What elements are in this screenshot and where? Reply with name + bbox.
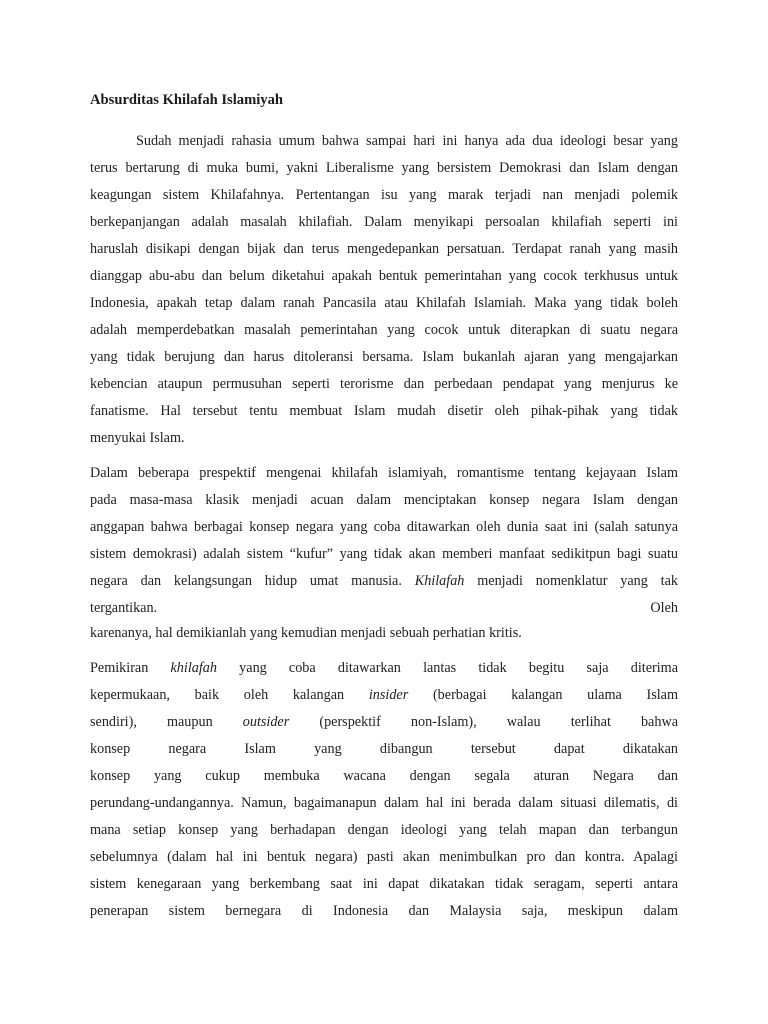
paragraph-3-line: mana setiap konsep yang berhadapan dengan ideologi yang telah mapan dan terbangun (90, 822, 678, 838)
paragraph-1-line: kebencian ataupun permusuhan seperti terorisme dan perbedaan pendapat yang menjurus ke (90, 376, 678, 392)
paragraph-1-line: fanatisme. Hal tersebut tentu membuat Islam mudah disetir oleh pihak-pihak yang tidak (90, 403, 678, 419)
paragraph-3-line (90, 712, 678, 732)
text-run: Oleh (650, 600, 678, 616)
paragraph-1-line: haruslah disikapi dengan bijak dan terus mengedepankan persatuan. Terdapat ranah yang masih (90, 241, 678, 257)
text-run: (perspektif non-Islam), walau terlihat bahwa (319, 714, 678, 730)
text-run: tergantikan. (90, 600, 158, 616)
paragraph-1-line: berkepanjangan adalah masalah khilafiah. Dalam menyikapi persoalan khilafiah seperti ini (90, 214, 678, 230)
paragraph-2-line: karenanya, hal demikianlah yang kemudian menjadi sebuah perhatian kritis. (90, 625, 522, 641)
text-run: sendiri), maupun (90, 714, 213, 730)
paragraph-2-line (90, 571, 678, 591)
text-run: kepermukaan, baik oleh kalangan (90, 687, 345, 703)
paragraph-1-line: menyukai Islam. (90, 430, 185, 446)
paragraph-2-line: sistem demokrasi) adalah sistem “kufur” yang tidak akan memberi manfaat sedikitpun bagi suatu (90, 546, 678, 562)
paragraph-3-line (90, 685, 678, 705)
paragraph-3-line: sebelumnya (dalam hal ini bentuk negara) pasti akan menimbulkan pro dan kontra. Apalagi (90, 849, 678, 865)
paragraph-1-line: terus bertarung di muka bumi, yakni Liberalisme yang bersistem Demokrasi dan Islam dengan (90, 160, 678, 176)
paragraph-1-line: adalah memperdebatkan masalah pemerintahan yang cocok untuk diterapkan di suatu negara (90, 322, 678, 338)
paragraph-3-line: sistem kenegaraan yang berkembang saat ini dapat dikatakan tidak seragam, seperti antara (90, 876, 678, 892)
text-run: menjadi nomenklatur yang tak (477, 573, 678, 589)
document-title: Absurditas Khilafah Islamiyah (90, 92, 284, 108)
italic-term: insider (368, 687, 409, 703)
text-run: Pemikiran (90, 660, 149, 676)
paragraph-3-line: perundang-undangannya. Namun, bagaimanapun dalam hal ini berada dalam situasi dilematis, di (90, 795, 678, 811)
text-run: negara dan kelangsungan hidup umat manusia. (90, 573, 402, 589)
paragraph-1-line: yang tidak berujung dan harus ditoleransi bersama. Islam bukanlah ajaran yang mengajarkan (90, 349, 678, 365)
italic-term: khilafah (170, 660, 217, 676)
italic-term: Khilafah (414, 573, 465, 589)
paragraph-2-line: anggapan bahwa berbagai konsep negara yang coba ditawarkan oleh dunia saat ini (salah satunya (90, 519, 678, 535)
text-run: (berbagai kalangan ulama Islam (432, 687, 678, 703)
paragraph-1-line: Sudah menjadi rahasia umum bahwa sampai hari ini hanya ada dua ideologi besar yang (136, 133, 678, 149)
paragraph-2-line (90, 598, 678, 618)
paragraph-1-line: keagungan sistem Khilafahnya. Pertentangan isu yang marak terjadi nan menjadi polemik (90, 187, 678, 203)
paragraph-3-line: penerapan sistem bernegara di Indonesia dan Malaysia saja, meskipun dalam (90, 903, 678, 919)
italic-term: outsider (242, 714, 290, 730)
paragraph-2-line: Dalam beberapa prespektif mengenai khilafah islamiyah, romantisme tentang kejayaan Islam (90, 465, 678, 481)
paragraph-3-line: konsep yang cukup membuka wacana dengan segala aturan Negara dan (90, 768, 678, 784)
text-run: yang coba ditawarkan lantas tidak begitu saja diterima (239, 660, 678, 676)
paragraph-2-line: pada masa-masa klasik menjadi acuan dalam menciptakan konsep negara Islam dengan (90, 492, 678, 508)
paragraph-3-line (90, 658, 678, 678)
paragraph-3-line: konsep negara Islam yang dibangun tersebut dapat dikatakan (90, 741, 678, 757)
paragraph-1-line: Indonesia, apakah tetap dalam ranah Pancasila atau Khilafah Islamiah. Maka yang tidak boleh (90, 295, 678, 311)
paragraph-1-line: dianggap abu-abu dan belum diketahui apakah bentuk pemerintahan yang cocok terkhusus untuk (90, 268, 678, 284)
